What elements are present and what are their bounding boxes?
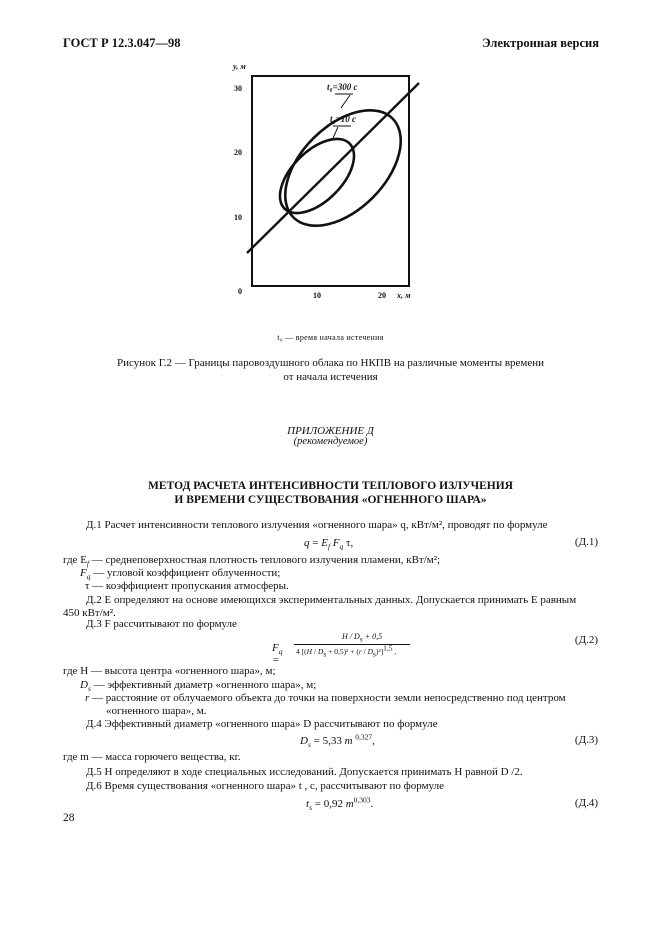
x-tick-0: 0: [238, 287, 242, 296]
appendix-subtitle: (рекомендуемое): [293, 436, 368, 447]
y-tick-30: 30: [234, 84, 242, 93]
eq-number-d2: (Д.2): [574, 634, 598, 646]
def-ds: $D_s$ — эффективный диаметр «огненного шара», м;: [80, 679, 317, 694]
edition-label: Электронная версия: [482, 36, 599, 50]
eq-number-d4: (Д.4): [574, 797, 598, 809]
figure-note: t₀ — время начала истечения: [277, 333, 384, 342]
def-tau: τ — коэффициент пропускания атмосферы.: [85, 580, 289, 592]
figure-caption-line2: от начала истечения: [283, 371, 378, 383]
appendix-title: ПРИЛОЖЕНИЕ Д: [287, 425, 374, 437]
label-300s: t₀=300 с: [327, 82, 358, 92]
def-r-cont: «огненного шара», м.: [106, 705, 207, 717]
y-axis-label: y, м: [233, 62, 246, 71]
para-d6: Д.6 Время существования «огненного шара» t , с, рассчитывают по формуле: [86, 780, 444, 792]
cloud-boundary-chart: [225, 58, 425, 308]
section-title-line1: МЕТОД РАСЧЕТА ИНТЕНСИВНОСТИ ТЕПЛОВОГО ИЗЛУЧЕНИЯ: [148, 480, 513, 492]
formula-d3: $D_s = 5,33$ m $^{0,327}$,: [300, 732, 375, 750]
boundary-300s: [264, 89, 422, 247]
y-tick-20: 20: [234, 148, 242, 157]
figure-caption-line1: Рисунок Г.2 — Границы паровоздушного облака по НКПВ на различные моменты времени: [116, 357, 545, 369]
label-10-leader: [333, 127, 338, 138]
def-m: где m — масса горючего вещества, кг.: [63, 751, 241, 763]
label-10s: t₀=10 с: [330, 114, 357, 124]
para-d4: Д.4 Эффективный диаметр «огненного шара» D рассчитывают по формуле: [86, 718, 438, 730]
section-title-line2: И ВРЕМЕНИ СУЩЕСТВОВАНИЯ «ОГНЕННОГО ШАРА»: [174, 494, 487, 506]
eq-number-d3: (Д.3): [574, 734, 598, 746]
para-d5: Д.5 H определяют в ходе специальных исследований. Допускается принимать H равной D /2.: [86, 766, 523, 778]
x-axis-label: x, м: [397, 291, 411, 300]
def-h: где H — высота центра «огненного шара», м;: [63, 665, 276, 677]
para-d2-line2: 450 кВт/м².: [63, 607, 116, 619]
para-d2-line1: Д.2 E определяют на основе имеющихся экспериментальных данных. Допускается принимать E равным: [86, 594, 577, 606]
boundary-10s: [267, 126, 367, 226]
def-r: r — расстояние от облучаемого объекта до точки на поверхности земли непосредственно под центром: [85, 692, 566, 704]
formula-d4: $t_s = 0,92$ $m^{0,303}$.: [306, 795, 374, 813]
para-d1: Д.1 Расчет интенсивности теплового излучения «огненного шара» q, кВт/м², проводят по формуле: [86, 519, 548, 531]
doc-code: ГОСТ Р 12.3.047—98: [63, 36, 181, 50]
label-300-leader: [341, 95, 350, 108]
formula-d1: $q = E_f$ $F_q$ τ,: [304, 537, 354, 552]
def-ef: где $E_f$ — среднеповерхностная плотность теплового излучения пламени, кВт/м²;: [63, 554, 441, 569]
y-tick-10: 10: [234, 213, 242, 222]
para-d3: Д.3 F рассчитывают по формуле: [86, 618, 237, 630]
x-tick-20: 20: [378, 291, 386, 300]
page-number: 28: [63, 812, 75, 824]
def-fq: $F_q$ — угловой коэффициент облученности;: [80, 567, 281, 582]
x-tick-10: 10: [313, 291, 321, 300]
eq-number-d1: (Д.1): [574, 536, 598, 548]
